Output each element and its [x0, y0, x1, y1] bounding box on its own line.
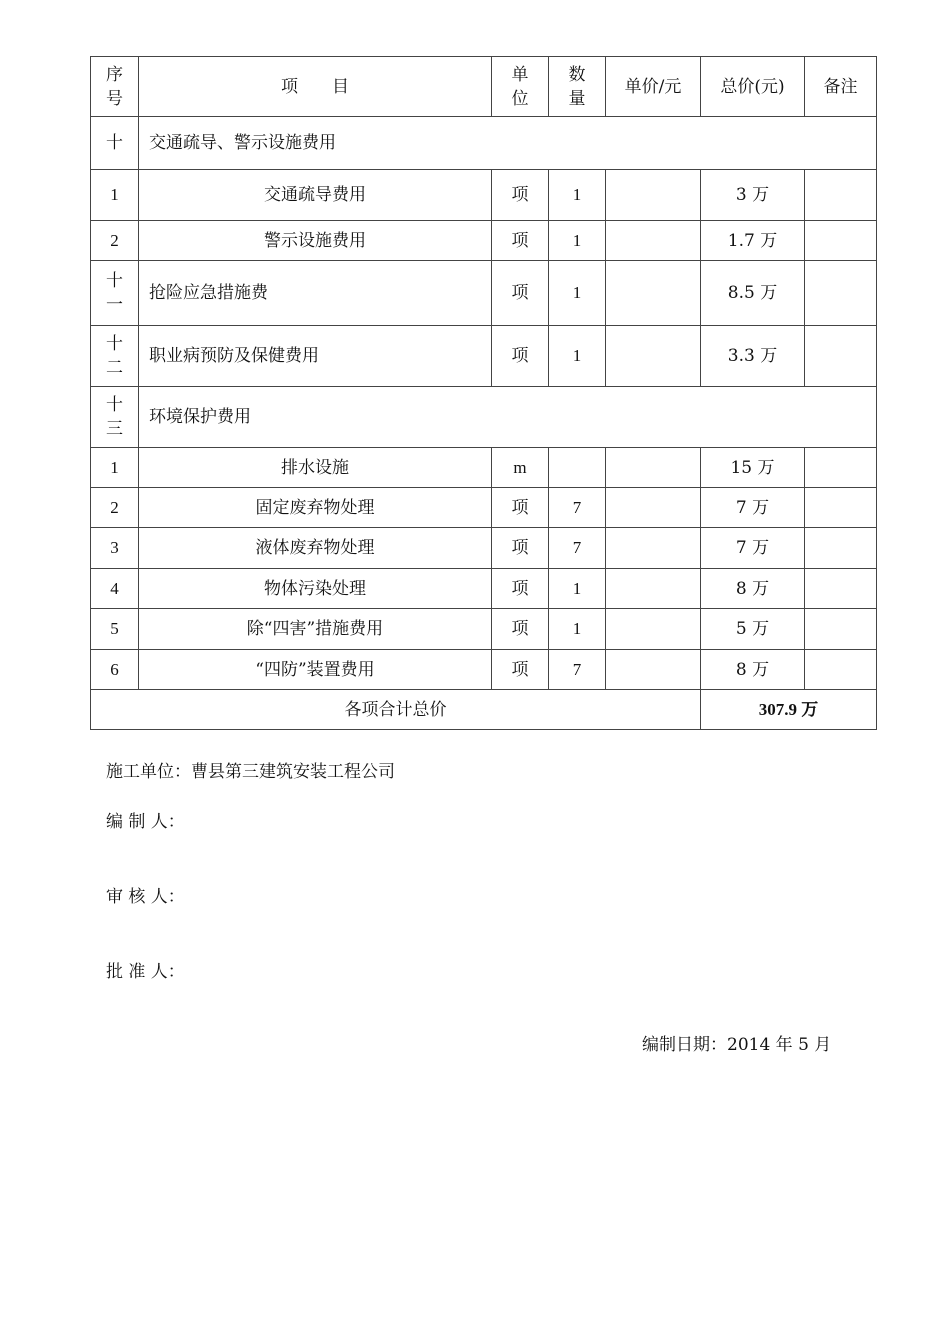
row-item: 抢险应急措施费: [139, 261, 492, 326]
row-seq: 5: [91, 609, 139, 650]
row-qty: [549, 448, 606, 488]
row-unit-price: [606, 488, 701, 528]
row-seq: 十一: [91, 261, 139, 326]
row-unit-price: [606, 448, 701, 488]
row-seq: 十二: [91, 326, 139, 387]
row-qty: 1: [549, 170, 606, 221]
row-item: 液体废弃物处理: [139, 528, 492, 569]
summary-label: 各项合计总价: [91, 690, 701, 730]
header-item: 项 目: [139, 57, 492, 117]
row-total: 3.3 万: [701, 326, 805, 387]
row-remark: [805, 261, 877, 326]
row-total: 8 万: [701, 569, 805, 609]
row-qty: 1: [549, 609, 606, 650]
row-unit-price: [606, 326, 701, 387]
row-total: 1.7 万: [701, 221, 805, 261]
table-row: [91, 261, 877, 326]
row-item: “四防”装置费用: [139, 650, 492, 690]
row-unit: 项: [492, 170, 549, 221]
row-item: 交通疏导、警示设施费用: [139, 117, 877, 170]
header-unit-price: 单价/元: [606, 57, 701, 117]
header-remark: 备注: [805, 57, 877, 117]
row-item: 交通疏导费用: [139, 170, 492, 221]
row-unit-price: [606, 650, 701, 690]
header-unit: 单位: [492, 57, 549, 117]
row-total: 5 万: [701, 609, 805, 650]
row-unit: 项: [492, 569, 549, 609]
row-seq: 6: [91, 650, 139, 690]
row-seq: 3: [91, 528, 139, 569]
row-item: 除“四害”措施费用: [139, 609, 492, 650]
row-unit: 项: [492, 650, 549, 690]
row-qty: 1: [549, 221, 606, 261]
row-seq: 2: [91, 488, 139, 528]
row-unit-price: [606, 170, 701, 221]
summary-row: [91, 690, 877, 730]
row-unit-price: [606, 609, 701, 650]
row-remark: [805, 569, 877, 609]
row-item: 固定废弃物处理: [139, 488, 492, 528]
row-seq: 十: [91, 117, 139, 170]
row-seq: 1: [91, 170, 139, 221]
row-remark: [805, 488, 877, 528]
row-item: 警示设施费用: [139, 221, 492, 261]
table-row: [91, 326, 877, 387]
table-row: [91, 448, 877, 488]
row-seq: 1: [91, 448, 139, 488]
summary-total: 307.9 万: [701, 690, 877, 730]
row-total: 7 万: [701, 528, 805, 569]
table-row: [91, 170, 877, 221]
header-qty: 数量: [549, 57, 606, 117]
row-total: 3 万: [701, 170, 805, 221]
row-unit: m: [492, 448, 549, 488]
row-unit-price: [606, 569, 701, 609]
row-qty: 7: [549, 650, 606, 690]
row-qty: 7: [549, 528, 606, 569]
editor-line: 编 制 人：: [106, 812, 185, 832]
section-row: [91, 117, 877, 170]
date-line: 编制日期：2014 年 5 月: [642, 1035, 832, 1055]
row-unit-price: [606, 261, 701, 326]
row-seq: 2: [91, 221, 139, 261]
row-remark: [805, 326, 877, 387]
table-row: [91, 650, 877, 690]
company-line: 施工单位：曹县第三建筑安装工程公司: [106, 762, 395, 782]
row-qty: 1: [549, 326, 606, 387]
row-item: 排水设施: [139, 448, 492, 488]
table-header-row: [91, 57, 877, 117]
row-remark: [805, 609, 877, 650]
row-remark: [805, 650, 877, 690]
row-unit: 项: [492, 221, 549, 261]
row-remark: [805, 170, 877, 221]
row-total: 7 万: [701, 488, 805, 528]
row-item: 物体污染处理: [139, 569, 492, 609]
table-row: [91, 569, 877, 609]
row-total: 15 万: [701, 448, 805, 488]
row-seq: 4: [91, 569, 139, 609]
row-unit-price: [606, 528, 701, 569]
row-qty: 1: [549, 569, 606, 609]
header-seq: 序号: [91, 57, 139, 117]
row-unit: 项: [492, 488, 549, 528]
row-unit: 项: [492, 609, 549, 650]
row-remark: [805, 221, 877, 261]
row-qty: 7: [549, 488, 606, 528]
row-qty: 1: [549, 261, 606, 326]
row-total: 8.5 万: [701, 261, 805, 326]
table-row: [91, 609, 877, 650]
row-unit-price: [606, 221, 701, 261]
table-row: [91, 488, 877, 528]
row-seq: 十三: [91, 387, 139, 448]
row-unit: 项: [492, 326, 549, 387]
row-item: 职业病预防及保健费用: [139, 326, 492, 387]
row-remark: [805, 528, 877, 569]
row-item: 环境保护费用: [139, 387, 877, 448]
approver-line: 批 准 人：: [106, 962, 185, 982]
row-unit: 项: [492, 261, 549, 326]
table-row: [91, 528, 877, 569]
row-unit: 项: [492, 528, 549, 569]
row-remark: [805, 448, 877, 488]
reviewer-line: 审 核 人：: [106, 887, 185, 907]
section-row: [91, 387, 877, 448]
cost-table: [90, 56, 877, 730]
header-total: 总价(元): [701, 57, 805, 117]
table-row: [91, 221, 877, 261]
row-total: 8 万: [701, 650, 805, 690]
